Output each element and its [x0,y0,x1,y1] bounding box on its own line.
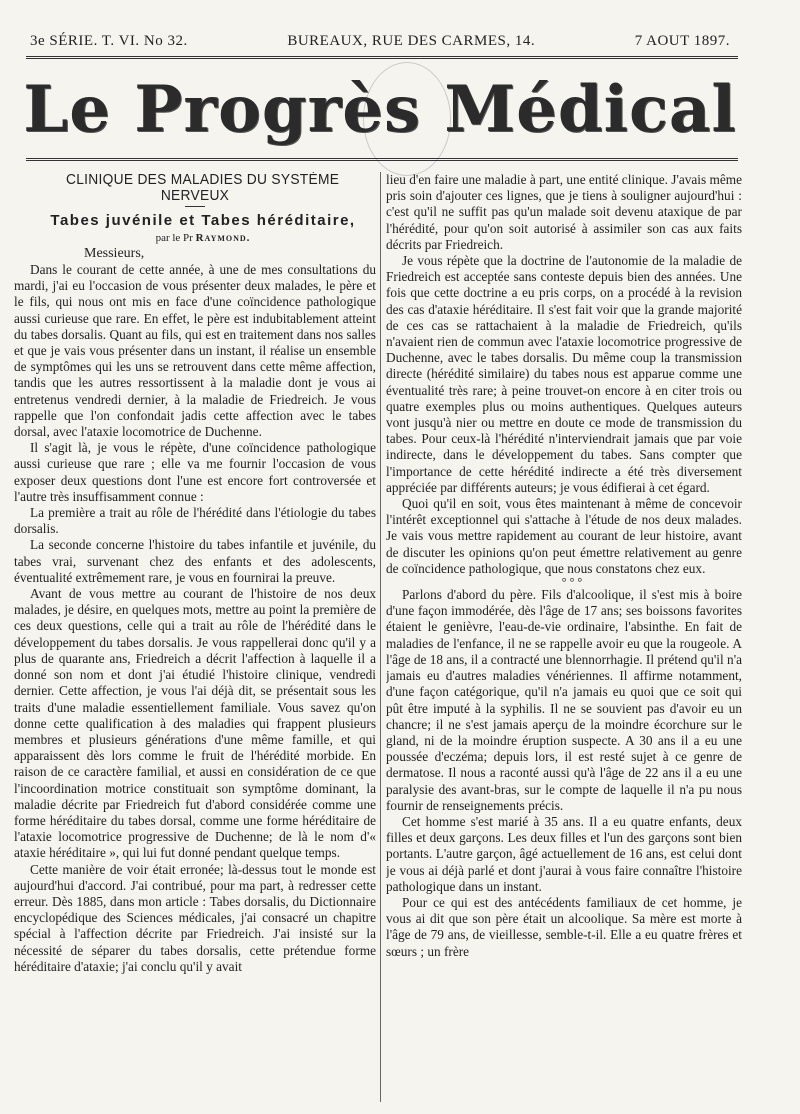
paragraph: Dans le courant de cette année, à une de mes consultations du mardi, j'ai eu l'occasion de vous présenter deux malades, le père et le fils, qui nous ont mis en face d'une coïncidence pathologique aussi curieuse que rare. En effet, le père est indubitablement atteint du tabes dorsalis. Quant au fils, qui est en traitement dans nos salles et que je vais vous présenter dans un instant, il réalise un ensemble de symptômes qui les uns se retrouvent dans cette même affection, tandis que les autres ressortissent à la maladie dont je vous ai entretenus vendredi dernier, à la maladie de Friedreich. Je vous rappelle que l'on confondait jadis cette affection avec le tabes dorsal, avec l'ataxie locomotrice de Duchenne. [14,262,376,440]
paragraph: lieu d'en faire une maladie à part, une entité clinique. J'avais même pris soin d'ajouter ces lignes, que je tiens à souligner aujourd'hui : c'est qu'il ne suffit pas qu'un malade soit devenu ataxique de par l'hérédité, pour qu'on soit autorisé à assimiler son cas aux faits décrits par Friedreich. [386,172,742,252]
title-dash [185,206,205,207]
section-separator: ° ° ° [561,575,583,590]
header-line [30,33,730,50]
paragraph: Quoi qu'il en soit, vous êtes maintenant à même de concevoir l'intérêt exceptionnel qui s'attache à l'étude de nos deux malades. Je vais vous mettre rapidement au courant de leur histoire, avant de discuter les opinions qu'on peut émettre relativement au genre de coïncidence pathologique, que nous constatons chez eux. [386,496,742,576]
paragraph: La seconde concerne l'histoire du tabes infantile et juvénile, du tabes vrai, survenant chez des enfants et des adolescents, éventualité extrêmement rare, je vous en fournirai la preuve. [14,537,376,585]
article-title: Tabes juvénile et Tabes héréditaire, [50,212,356,230]
paragraph: Je vous répète que la doctrine de l'autonomie de la maladie de Friedreich est acceptée sans conteste depuis bien des années. Une fois que cette doctrine a eu pris corps, on a procédé à la revision des cas d'ataxie héréditaire. Il s'est fait voir que la grande majorité de ces cas se rattachaient à la maladie de Friedreich, qu'ils n'avaient rien de commun avec l'ataxie locomotrice progressive de Duchenne, avec le tabes dorsalis. Du même coup la transmission directe (hérédité similaire) du tabes nous est apparue comme une éventualité très rare; à peine trouvet-on encore à en citer trois ou quatre exemples plus ou moins authentiques. Quelques auteurs vont jusqu'à nier ou mettre en doute ce mode de transmission du tabes. Pour ceux-là l'hérédité n'interviendrait jamais que par voie indirecte, dans le développement du tabes. Sans compter que l'importance de cette hérédité indirecte a été très diversement appréciée par différents auteurs; je vous édifierai à cet égard. [386,253,742,495]
paragraph: Parlons d'abord du père. Fils d'alcoolique, il s'est mis à boire d'une façon immodérée, dès l'âge de 17 ans; ses boissons favorites étaient le genièvre, l'eau-de-vie ordinaire, l'absinthe. En fait de maladies de l'enfance, il ne se rappelle avoir eu que la rougeole. A l'âge de 18 ans, il a contracté une blennorrhagie. Il prétend qu'il n'a jamais eu d'autres maladies vénériennes. Il affirme notamment, d'une façon catégorique, qu'il n'a jamais eu quoi que ce soit qui pût être imputé à la syphilis. Il ne se souvient pas d'avoir eu un chancre; il ne s'est jamais aperçu de la moindre écorchure sur le gland, ni de la moindre éruption suspecte. A 30 ans il a eu une poussée d'eczéma; depuis lors, il est resté sujet à ce genre de dermatose. Il nous a raconté aussi qu'à l'âge de 22 ans il a eu une paralysie des avant-bras, sur le compte de laquelle il n'a pu nous fournir de renseignements précis. [386,587,742,813]
column-divider [380,172,381,1102]
issue-series: 3e SÉRIE. T. VI. No 32. [30,33,188,49]
right-column [386,172,742,1102]
paragraph: Cette manière de voir était erronée; là-dessus tout le monde est aujourd'hui d'accord. J'ai contribué, pour ma part, à redresser cette erreur. Dès 1885, dans mon article : Tabes dorsalis, du Dictionnaire encyclopédique des Sciences médicales, j'ai consacré un chapitre spécial à l'affection décrite par Friedreich. J'ai insisté sur la nécessité de séparer du tabes dorsalis, cette prétendue forme héréditaire d'ataxie; j'ai conclu qu'il y avait [14,861,376,974]
paragraph: Cet homme s'est marié à 35 ans. Il a eu quatre enfants, deux filles et deux garçons. Les deux filles et l'un des garçons sont bien portants. L'autre garçon, âgé actuellement de 16 ans, est celui dont je vous ai déjà parlé et dont j'aurai à vous faire connaître l'histoire pathologique dans un instant. [386,813,742,894]
header-rule [26,56,738,59]
paragraph: Il s'agit là, je vous le répète, d'une coïncidence pathologique aussi curieuse que rare ; elle va me fournir l'occasion de vous exposer deux questions dont l'une est encore fort controversée et l'autre très insuffisamment connue : [14,440,376,504]
issue-date: 7 AOUT 1897. [634,33,730,49]
paragraph: Avant de vous mettre au courant de l'histoire de nos deux malades, je désire, en quelques mots, mettre au point la première de ces deux questions, celle qui a trait au rôle de l'hérédité dans le développement du tabes dorsalis. Je vous rappellerai donc qu'il y a plus de quarante ans, Friedreich a décrit l'affection à laquelle il a donné son nom et dont j'ai étudié l'histoire clinique, vendredi dernier. Cette affection, je vous l'ai déjà dit, se présentait sous les traits d'une maladie essentiellement familiale. Vous savez qu'on donne cette qualification à des maladies qui frappent plusieurs membres et plusieurs générations d'une même famille, et qui apparaissent dès lors comme le fruit de l'hérédité morbide. En raison de ce caractère familial, et aussi en considération de ce que l'incoordination motrice constituait son symptôme dominant, la maladie décrite par Friedreich fut d'abord considérée comme une forme héréditaire du tabes dorsal, comme une forme héréditaire de l'ataxie locomotrice progressive de Duchenne; de là le nom d'« ataxie héréditaire », qui lui fut donné pendant quelque temps. [14,586,376,861]
byline-author: Raymond. [195,231,251,244]
section-title: CLINIQUE DES MALADIES DU SYSTÈME NERVEUX [65,172,340,205]
masthead-rule [26,158,738,161]
salutation: Messieurs, [84,245,145,261]
paragraph: Pour ce qui est des antécédents familiaux de cet homme, je vous ai dit que son père était un alcoolique. Sa mère est morte à l'âge de 79 ans, de vieillesse, semble-t-il. Elle a eu quatre frères et sœurs ; un frère [386,894,742,959]
masthead-title: Le Progrès Médical [23,72,737,147]
left-column [14,172,376,1102]
office-address: BUREAUX, RUE DES CARMES, 14. [287,33,536,49]
paragraph: La première a trait au rôle de l'hérédité dans l'étiologie du tabes dorsalis. [14,505,376,537]
byline [14,230,376,246]
byline-prefix: par le Pr [155,231,193,244]
